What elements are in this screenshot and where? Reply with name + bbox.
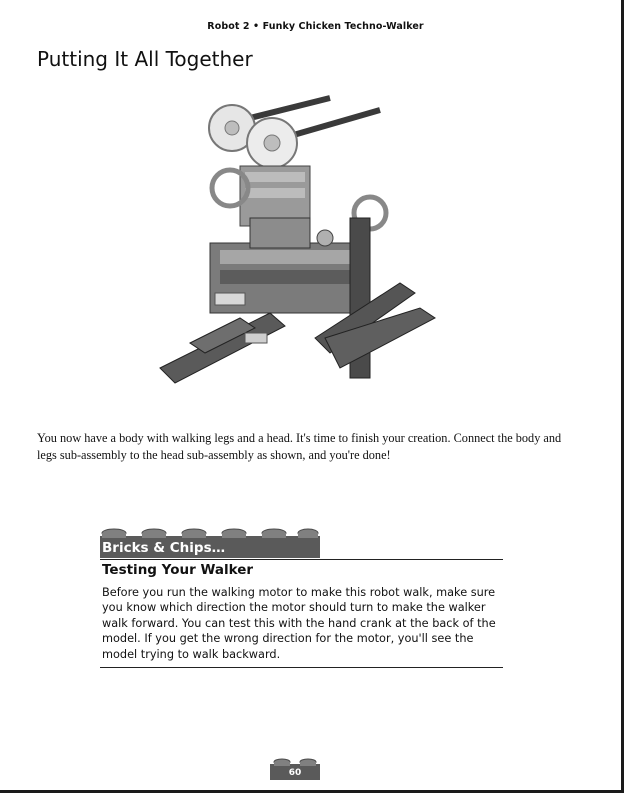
axle-right bbox=[290, 110, 380, 136]
banner-label: Bricks & Chips… bbox=[102, 540, 226, 556]
body-paragraph: You now have a body with walking legs and a head. It's time to finish your creation. Connect the body and legs sub-assembly to the head sub-assembly as shown, and you're done! bbox=[37, 431, 562, 462]
sidebar-heading: Testing Your Walker bbox=[102, 562, 254, 578]
sidebar-bottom-rule bbox=[100, 667, 503, 668]
sidebar-box bbox=[100, 522, 503, 668]
gear bbox=[317, 230, 333, 246]
sidebar-text: Before you run the walking motor to make this robot walk, make sure you know which direction the motor should turn to make the walker walk forward. You can test this with the hand crank at the back of the model. If you get the wrong direction for the motor, you'll see the model trying to walk backward. bbox=[102, 586, 496, 661]
robot-walker-image bbox=[150, 88, 450, 398]
bricks-chips-banner bbox=[100, 522, 320, 560]
page-number: 60 bbox=[288, 768, 302, 778]
left-foot bbox=[160, 313, 285, 383]
page-number-brick bbox=[270, 755, 320, 780]
section-title: Putting It All Together bbox=[37, 47, 253, 71]
running-head: Robot 2 • Funky Chicken Techno-Walker bbox=[207, 21, 424, 32]
axle-left bbox=[250, 98, 330, 118]
